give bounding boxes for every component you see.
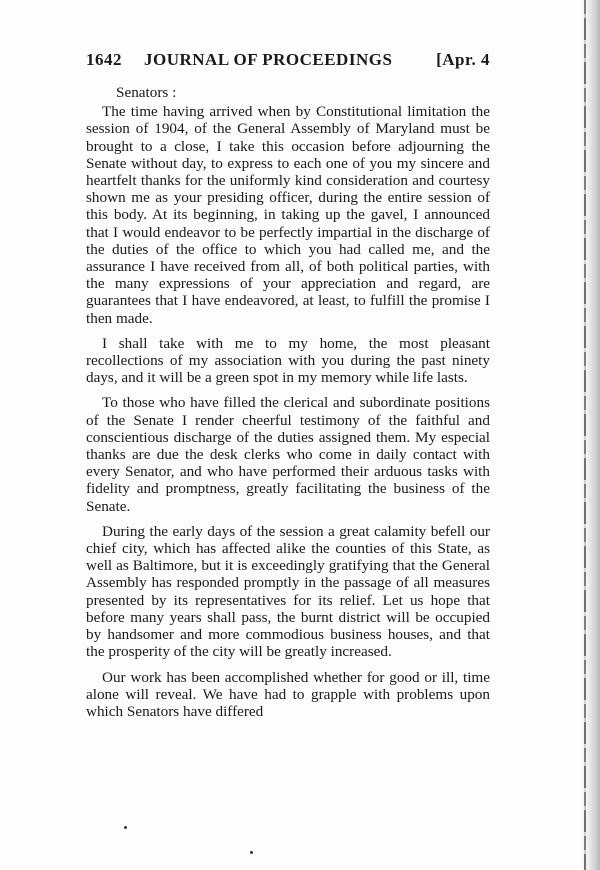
paragraph: During the early days of the session a great calamity befell our chief city, which has affected alike the counties of this State, as well as Baltimore, but it is exceedingly gratifying that the General Assembly has responded promptly in the passage of all measures presented by its representatives for its relief. Let us hope that before many years shall pass, the burnt district will be occupied by handsomer and more commodious business houses, and that the prosperity of the city will be greatly increased. xyxy=(86,522,490,661)
page-number: 1642 xyxy=(86,50,122,69)
scan-speck xyxy=(250,851,253,854)
running-title: JOURNAL OF PROCEEDINGS xyxy=(144,50,393,69)
paragraph: Our work has been accomplished whether for good or ill, time alone will reveal. We have had to grapple with problems upon which Senators have differed xyxy=(86,668,490,720)
paragraph: The time having arrived when by Constitutional limitation the session of 1904, of the General Assembly of Maryland must be brought to a close, I take this occasion before adjourning the Senate without day, to express to each one of you my sincere and heartfelt thanks for the uniformly kind consideration and courtesy shown me as your presiding officer, during the entire session of this body. At its beginning, in taking up the gavel, I announced that I would endeavor to be perfectly impartial in the discharge of the duties of the office to which you had called me, and the assurance I have received from all, of both political parties, with the many expressions of your appreciation and regard, are guarantees that I have endeavored, at least, to fulfill the promise I then made. xyxy=(86,103,490,327)
paragraph: To those who have filled the clerical and subordinate positions of the Senate I render cheerful testimony of the faithful and conscientious discharge of the duties assigned them. My especial thanks are due the desk clerks who come in daily contact with every Senator, and who have performed their arduous tasks with fidelity and promptness, greatly facilitating the business of the Senate. xyxy=(86,394,490,515)
body-text xyxy=(86,84,490,728)
running-header xyxy=(86,50,490,72)
binding-edge xyxy=(578,0,600,870)
paragraph: I shall take with me to my home, the most pleasant recollections of my association with you during the past ninety days, and it will be a green spot in my memory while life lasts. xyxy=(86,334,490,387)
binding-line xyxy=(584,0,586,870)
running-date: [Apr. 4 xyxy=(436,50,490,69)
salutation: Senators : xyxy=(116,84,177,101)
scan-speck xyxy=(124,826,127,829)
